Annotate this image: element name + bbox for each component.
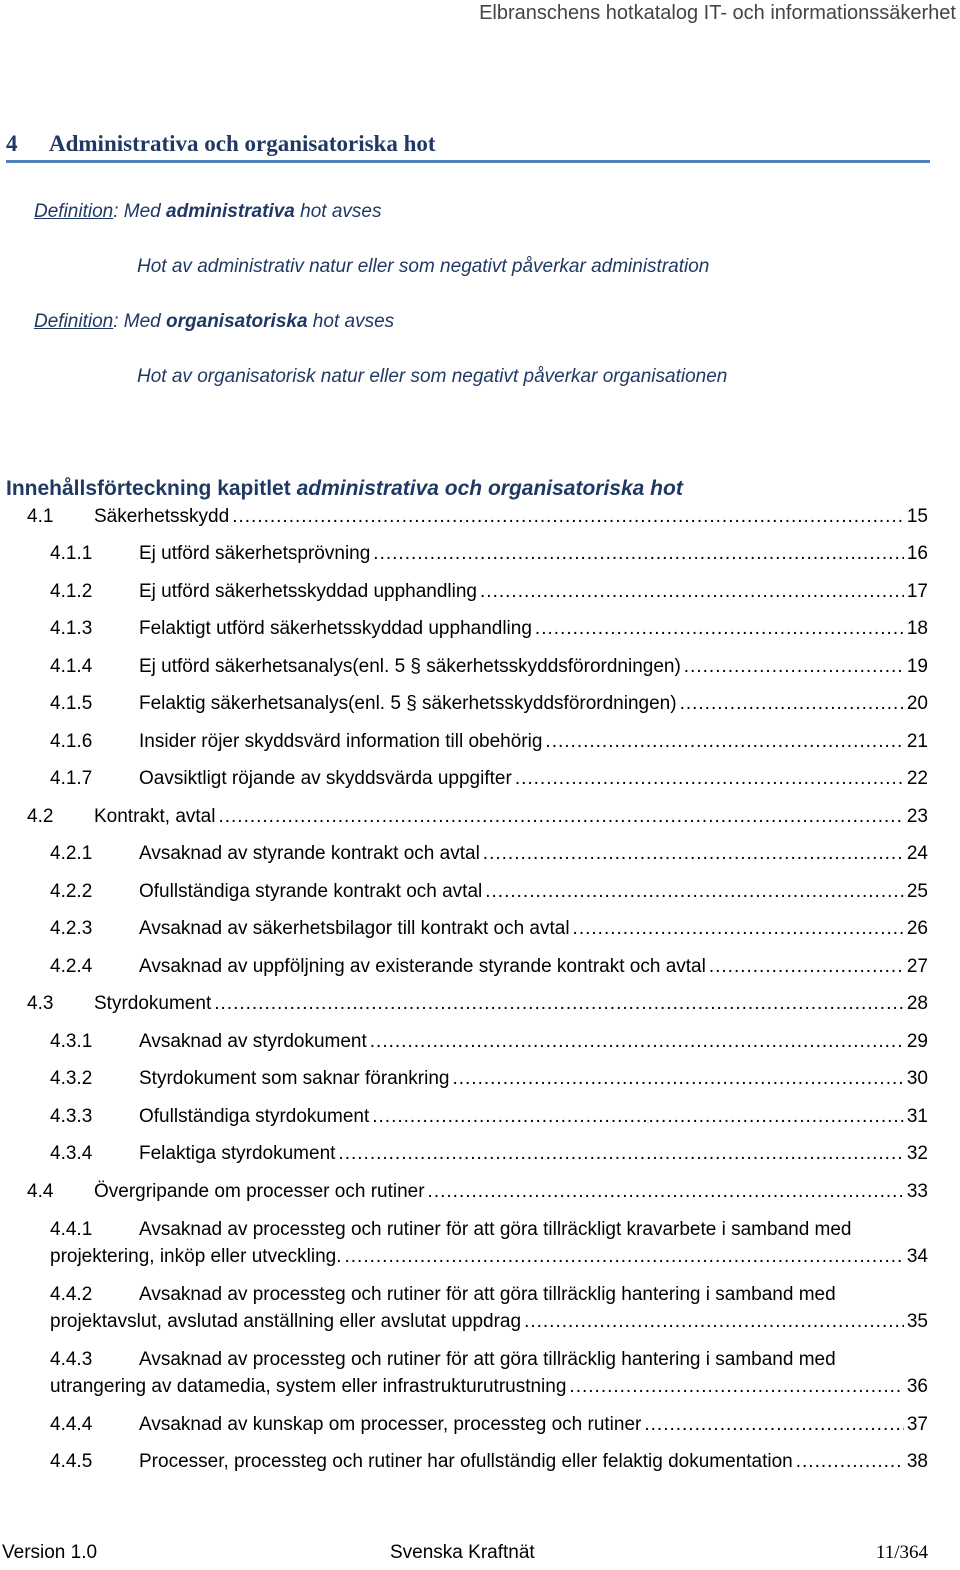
- toc-entry[interactable]: [27, 803, 928, 830]
- toc-entry-title: Avsaknad av kunskap om processer, processteg och rutiner: [139, 1414, 642, 1435]
- toc-entry-number: 4.3.1: [50, 1031, 93, 1052]
- toc-leader-dots: [480, 578, 904, 605]
- definition-text: hot avses: [294, 201, 382, 222]
- toc-entry-number: 4.2.1: [50, 843, 93, 864]
- toc-entry-title: Styrdokument: [94, 993, 212, 1014]
- toc-entry-title: Felaktig säkerhetsanalys(enl. 5 § säkerhetsskyddsförordningen): [139, 693, 677, 714]
- toc-entry-number: 4.4.2: [50, 1284, 93, 1305]
- definition-text: hot avses: [307, 311, 395, 332]
- running-header: Elbranschens hotkatalog IT- och informationssäkerhet: [479, 2, 956, 24]
- definition-administrativa: [34, 201, 381, 223]
- toc-leader-dots: [452, 1065, 903, 1092]
- toc-entry-title-continued: projektavslut, avslutad anställning eller avslutat uppdrag: [50, 1311, 522, 1332]
- toc-entry-page: 36: [906, 1376, 928, 1397]
- toc-entry-title: Ofullständiga styrande kontrakt och avtal: [139, 881, 483, 902]
- toc-entry-page: 26: [906, 918, 928, 939]
- toc-entry[interactable]: [27, 503, 928, 530]
- toc-entry[interactable]: [50, 615, 928, 642]
- toc-leader-dots: [524, 1308, 904, 1335]
- toc-entry-title: Avsaknad av processteg och rutiner för att göra tillräcklig hantering i samband med: [139, 1284, 836, 1305]
- definition-term: administrativa: [166, 201, 295, 222]
- toc-entry[interactable]: [27, 990, 928, 1017]
- toc-entry[interactable]: [50, 1028, 928, 1055]
- toc-entry-number: 4.1.6: [50, 731, 93, 752]
- toc-entry[interactable]: [50, 578, 928, 605]
- toc-entry[interactable]: [50, 690, 928, 717]
- toc-entry-title: Processer, processteg och rutiner har ofullständig eller felaktig dokumentation: [139, 1451, 793, 1472]
- definition-organisatoriska: [34, 311, 394, 333]
- toc-entry-title: Säkerhetsskydd: [94, 506, 230, 527]
- toc-entry-number: 4.2.3: [50, 918, 93, 939]
- toc-leader-dots: [370, 1028, 904, 1055]
- toc-leader-dots: [218, 803, 903, 830]
- toc-entry[interactable]: [50, 1216, 928, 1270]
- toc-leader-dots: [535, 615, 904, 642]
- toc-leader-dots: [428, 1178, 904, 1205]
- toc-entry-page: 32: [906, 1143, 928, 1164]
- toc-entry[interactable]: [50, 1103, 928, 1130]
- footer-page-number: 11/364: [875, 1542, 928, 1563]
- toc-entry-number: 4.1.3: [50, 618, 93, 639]
- toc-entry-number: 4.1.2: [50, 581, 93, 602]
- toc-leader-dots: [214, 990, 904, 1017]
- toc-leader-dots: [684, 653, 904, 680]
- toc-leader-dots: [232, 503, 904, 530]
- definition-label: Definition: [34, 201, 114, 222]
- footer-organization: Svenska Kraftnät: [390, 1542, 535, 1563]
- toc-entry-number: 4.1.7: [50, 768, 93, 789]
- toc-entry-page: 31: [906, 1106, 928, 1127]
- toc-entry-title: Övergripande om processer och rutiner: [94, 1181, 425, 1202]
- toc-entry-title-continued: utrangering av datamedia, system eller infrastrukturutrustning: [50, 1376, 567, 1397]
- toc-entry-title: Styrdokument som saknar förankring: [139, 1068, 450, 1089]
- chapter-number: 4: [6, 131, 18, 156]
- definition-body-administrativa: Hot av administrativ natur eller som negativt påverkar administration: [137, 256, 710, 277]
- toc-entry[interactable]: [50, 728, 928, 755]
- toc-entry-page: 27: [906, 956, 928, 977]
- toc-leader-dots: [573, 915, 904, 942]
- toc-entry-title-continued: projektering, inköp eller utveckling.: [50, 1246, 342, 1267]
- toc-entry-page: 23: [906, 806, 928, 827]
- toc-entry-number: 4.3.4: [50, 1143, 93, 1164]
- toc-entry-number: 4.1: [27, 506, 54, 527]
- toc-entry[interactable]: [50, 840, 928, 867]
- toc-leader-dots: [345, 1243, 904, 1270]
- definition-text: : Med: [113, 201, 167, 222]
- toc-entry-number: 4.4: [27, 1181, 54, 1202]
- toc-entry-title: Ej utförd säkerhetsanalys(enl. 5 § säkerhetsskyddsförordningen): [139, 656, 681, 677]
- toc-leader-dots: [796, 1448, 904, 1475]
- toc-entry-title: Avsaknad av uppföljning av existerande styrande kontrakt och avtal: [139, 956, 706, 977]
- toc-entry-page: 35: [906, 1311, 928, 1332]
- toc-entry-title: Ofullständiga styrdokument: [139, 1106, 370, 1127]
- page-footer: [0, 1542, 960, 1570]
- toc-entry-title: Avsaknad av processteg och rutiner för att göra tillräcklig hantering i samband med: [139, 1349, 836, 1370]
- toc-leader-dots: [372, 1103, 904, 1130]
- toc-leader-dots: [680, 690, 904, 717]
- toc-entry[interactable]: [50, 915, 928, 942]
- toc-entry[interactable]: [50, 1065, 928, 1092]
- toc-entry-title: Insider röjer skyddsvärd information till obehörig: [139, 731, 543, 752]
- toc-entry-title: Felaktigt utförd säkerhetsskyddad upphandling: [139, 618, 532, 639]
- toc-entry-page: 21: [906, 731, 928, 752]
- toc-entry-title: Avsaknad av styrdokument: [139, 1031, 367, 1052]
- toc-entry-title: Ej utförd säkerhetsskyddad upphandling: [139, 581, 478, 602]
- toc-entry[interactable]: [50, 1346, 928, 1400]
- toc-leader-dots: [483, 840, 904, 867]
- toc-entry-number: 4.4.1: [50, 1219, 93, 1240]
- chapter-title: Administrativa och organisatoriska hot: [49, 131, 436, 156]
- toc-entry-page: 16: [906, 543, 928, 564]
- definition-term: organisatoriska: [166, 311, 308, 332]
- toc-entry[interactable]: [27, 1178, 928, 1205]
- toc-entry[interactable]: [50, 1140, 928, 1167]
- toc-entry-number: 4.4.3: [50, 1349, 93, 1370]
- toc-entry-number: 4.4.5: [50, 1451, 93, 1472]
- toc-entry[interactable]: [50, 878, 928, 905]
- toc-entry-page: 34: [906, 1246, 928, 1267]
- toc-entry-page: 28: [906, 993, 928, 1014]
- toc-entry-number: 4.1.5: [50, 693, 93, 714]
- toc-leader-dots: [338, 1140, 903, 1167]
- toc-entry-title: Felaktiga styrdokument: [139, 1143, 336, 1164]
- toc-entry[interactable]: [50, 1448, 928, 1475]
- footer-version: Version 1.0: [2, 1542, 98, 1563]
- toc-entry[interactable]: [50, 1281, 928, 1335]
- toc-entry[interactable]: [50, 1411, 928, 1438]
- toc-leader-dots: [515, 765, 904, 792]
- definition-text: : Med: [113, 311, 167, 332]
- toc-leader-dots: [545, 728, 903, 755]
- toc-leader-dots: [709, 953, 904, 980]
- toc-entry-number: 4.2.2: [50, 881, 93, 902]
- toc-entry-page: 17: [906, 581, 928, 602]
- toc-entry-page: 19: [906, 656, 928, 677]
- toc-entry-title: Ej utförd säkerhetsprövning: [139, 543, 371, 564]
- toc-entry-title: Kontrakt, avtal: [94, 806, 216, 827]
- toc-entry-title: Avsaknad av styrande kontrakt och avtal: [139, 843, 480, 864]
- toc-entry-page: 18: [906, 618, 928, 639]
- toc-entry-number: 4.2: [27, 806, 54, 827]
- toc-title-plain: Innehållsförteckning kapitlet: [6, 477, 297, 500]
- toc-entry-page: 38: [906, 1451, 928, 1472]
- definition-label: Definition: [34, 311, 114, 332]
- toc-entry[interactable]: [50, 765, 928, 792]
- toc-entry-page: 25: [906, 881, 928, 902]
- toc-entry-page: 15: [906, 506, 928, 527]
- toc-entry-number: 4.3.3: [50, 1106, 93, 1127]
- toc-entry-number: 4.2.4: [50, 956, 93, 977]
- toc-entry[interactable]: [50, 653, 928, 680]
- toc-entry-number: 4.1.1: [50, 543, 93, 564]
- toc-leader-dots: [373, 540, 904, 567]
- definition-body-organisatoriska: Hot av organisatorisk natur eller som negativt påverkar organisationen: [137, 366, 728, 387]
- toc-entry-number: 4.3.2: [50, 1068, 93, 1089]
- toc-entry-page: 30: [906, 1068, 928, 1089]
- toc-entry[interactable]: [50, 540, 928, 567]
- toc-entry-number: 4.3: [27, 993, 54, 1014]
- toc-entry-title: Avsaknad av processteg och rutiner för att göra tillräckligt kravarbete i samband med: [139, 1219, 852, 1240]
- toc-leader-dots: [644, 1411, 904, 1438]
- toc-title: [6, 477, 683, 501]
- toc-leader-dots: [485, 878, 904, 905]
- toc-entry-page: 29: [906, 1031, 928, 1052]
- toc-entry[interactable]: [50, 953, 928, 980]
- toc-leader-dots: [569, 1373, 903, 1400]
- chapter-heading: [6, 131, 930, 163]
- toc-entry-title: Oavsiktligt röjande av skyddsvärda uppgifter: [139, 768, 512, 789]
- toc-entry-page: 37: [906, 1414, 928, 1435]
- toc-entry-number: 4.1.4: [50, 656, 93, 677]
- toc-entry-page: 33: [906, 1181, 928, 1202]
- toc-entry-page: 22: [906, 768, 928, 789]
- toc-title-italic: administrativa och organisatoriska hot: [296, 477, 683, 500]
- toc-entry-number: 4.4.4: [50, 1414, 93, 1435]
- toc-entry-title: Avsaknad av säkerhetsbilagor till kontrakt och avtal: [139, 918, 570, 939]
- toc-entry-page: 24: [906, 843, 928, 864]
- toc-entry-page: 20: [906, 693, 928, 714]
